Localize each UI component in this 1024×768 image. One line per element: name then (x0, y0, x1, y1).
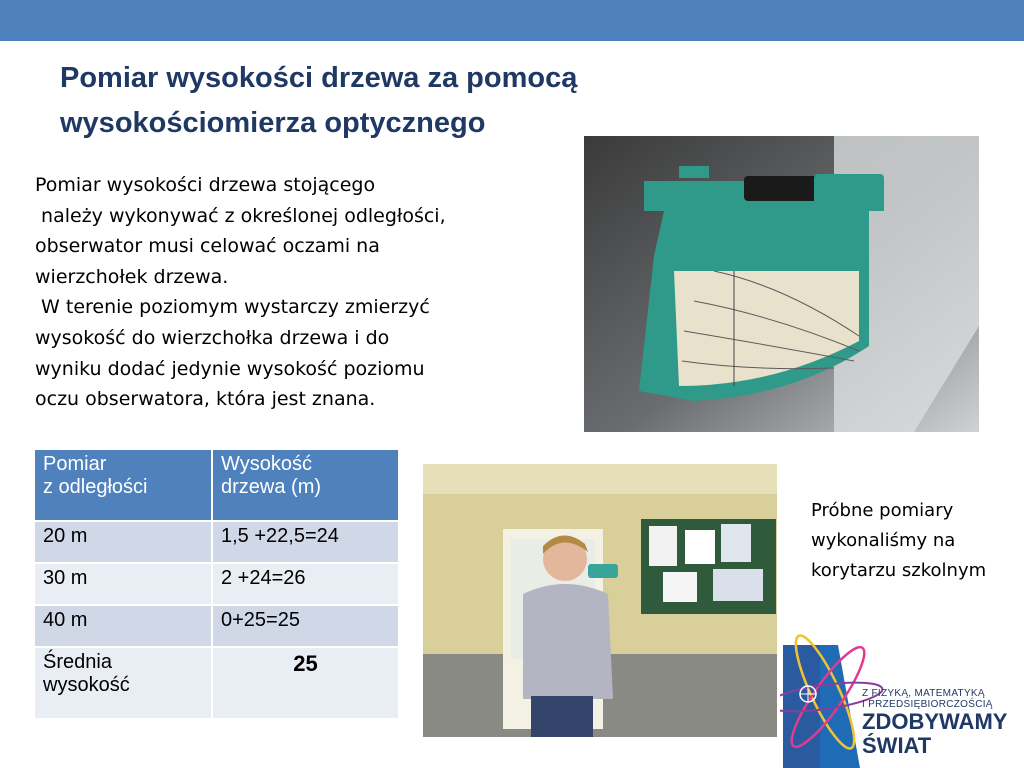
corridor-photo (423, 464, 777, 737)
header-bar (0, 0, 1024, 41)
table-row (34, 563, 399, 605)
header-height: Wysokość drzewa (m) (212, 449, 399, 521)
body-line: należy wykonywać z określonej odległości, (35, 204, 446, 227)
body-line: Pomiar wysokości drzewa stojącego (35, 174, 376, 196)
cell-distance: 30 m (34, 563, 212, 605)
header-distance: Pomiar z odległości (34, 449, 212, 521)
body-line: oczu obserwatora, która jest znana. (35, 388, 376, 411)
body-line: wysokość do wierzchołka drzewa i do (35, 326, 390, 349)
slide-title: Pomiar wysokości drzewa za pomocą wysokościomierza optycznego (60, 62, 578, 139)
body-line: obserwator musi celować oczami na (35, 235, 380, 258)
cell-height: 1,5 +22,5=24 (212, 521, 399, 563)
cell-height: 0+25=25 (212, 605, 399, 647)
logo-line: ŚWIAT (862, 733, 932, 758)
cell-height: 2 +24=26 (212, 563, 399, 605)
cell-distance: 40 m (34, 605, 212, 647)
table-row (34, 521, 399, 563)
body-line: W terenie poziomym wystarczy zmierzyć (35, 296, 430, 319)
table-row-average (34, 647, 399, 719)
table-header-row (34, 449, 399, 521)
cell-average-label: Średnia wysokość (34, 647, 212, 719)
body-text (35, 170, 545, 415)
table-row (34, 605, 399, 647)
body-line: wyniku dodać jedynie wysokość poziomu (35, 357, 425, 380)
measurement-table (33, 448, 400, 720)
caption-line: Próbne pomiary (811, 500, 954, 521)
clinometer-photo (584, 136, 979, 432)
photo-caption (811, 496, 1016, 586)
logo-line: I PRZEDSIĘBIORCZOŚCIĄ (862, 699, 993, 710)
logo-text (862, 688, 1007, 758)
caption-line: wykonaliśmy na (811, 530, 956, 551)
body-line: wierzchołek drzewa. (35, 265, 229, 288)
caption-line: korytarzu szkolnym (811, 560, 987, 581)
logo-line: Z FIZYKĄ, MATEMATYKĄ (862, 688, 985, 699)
cell-average-value: 25 (212, 647, 399, 719)
logo-line: ZDOBYWAMY (862, 709, 1008, 734)
cell-distance: 20 m (34, 521, 212, 563)
